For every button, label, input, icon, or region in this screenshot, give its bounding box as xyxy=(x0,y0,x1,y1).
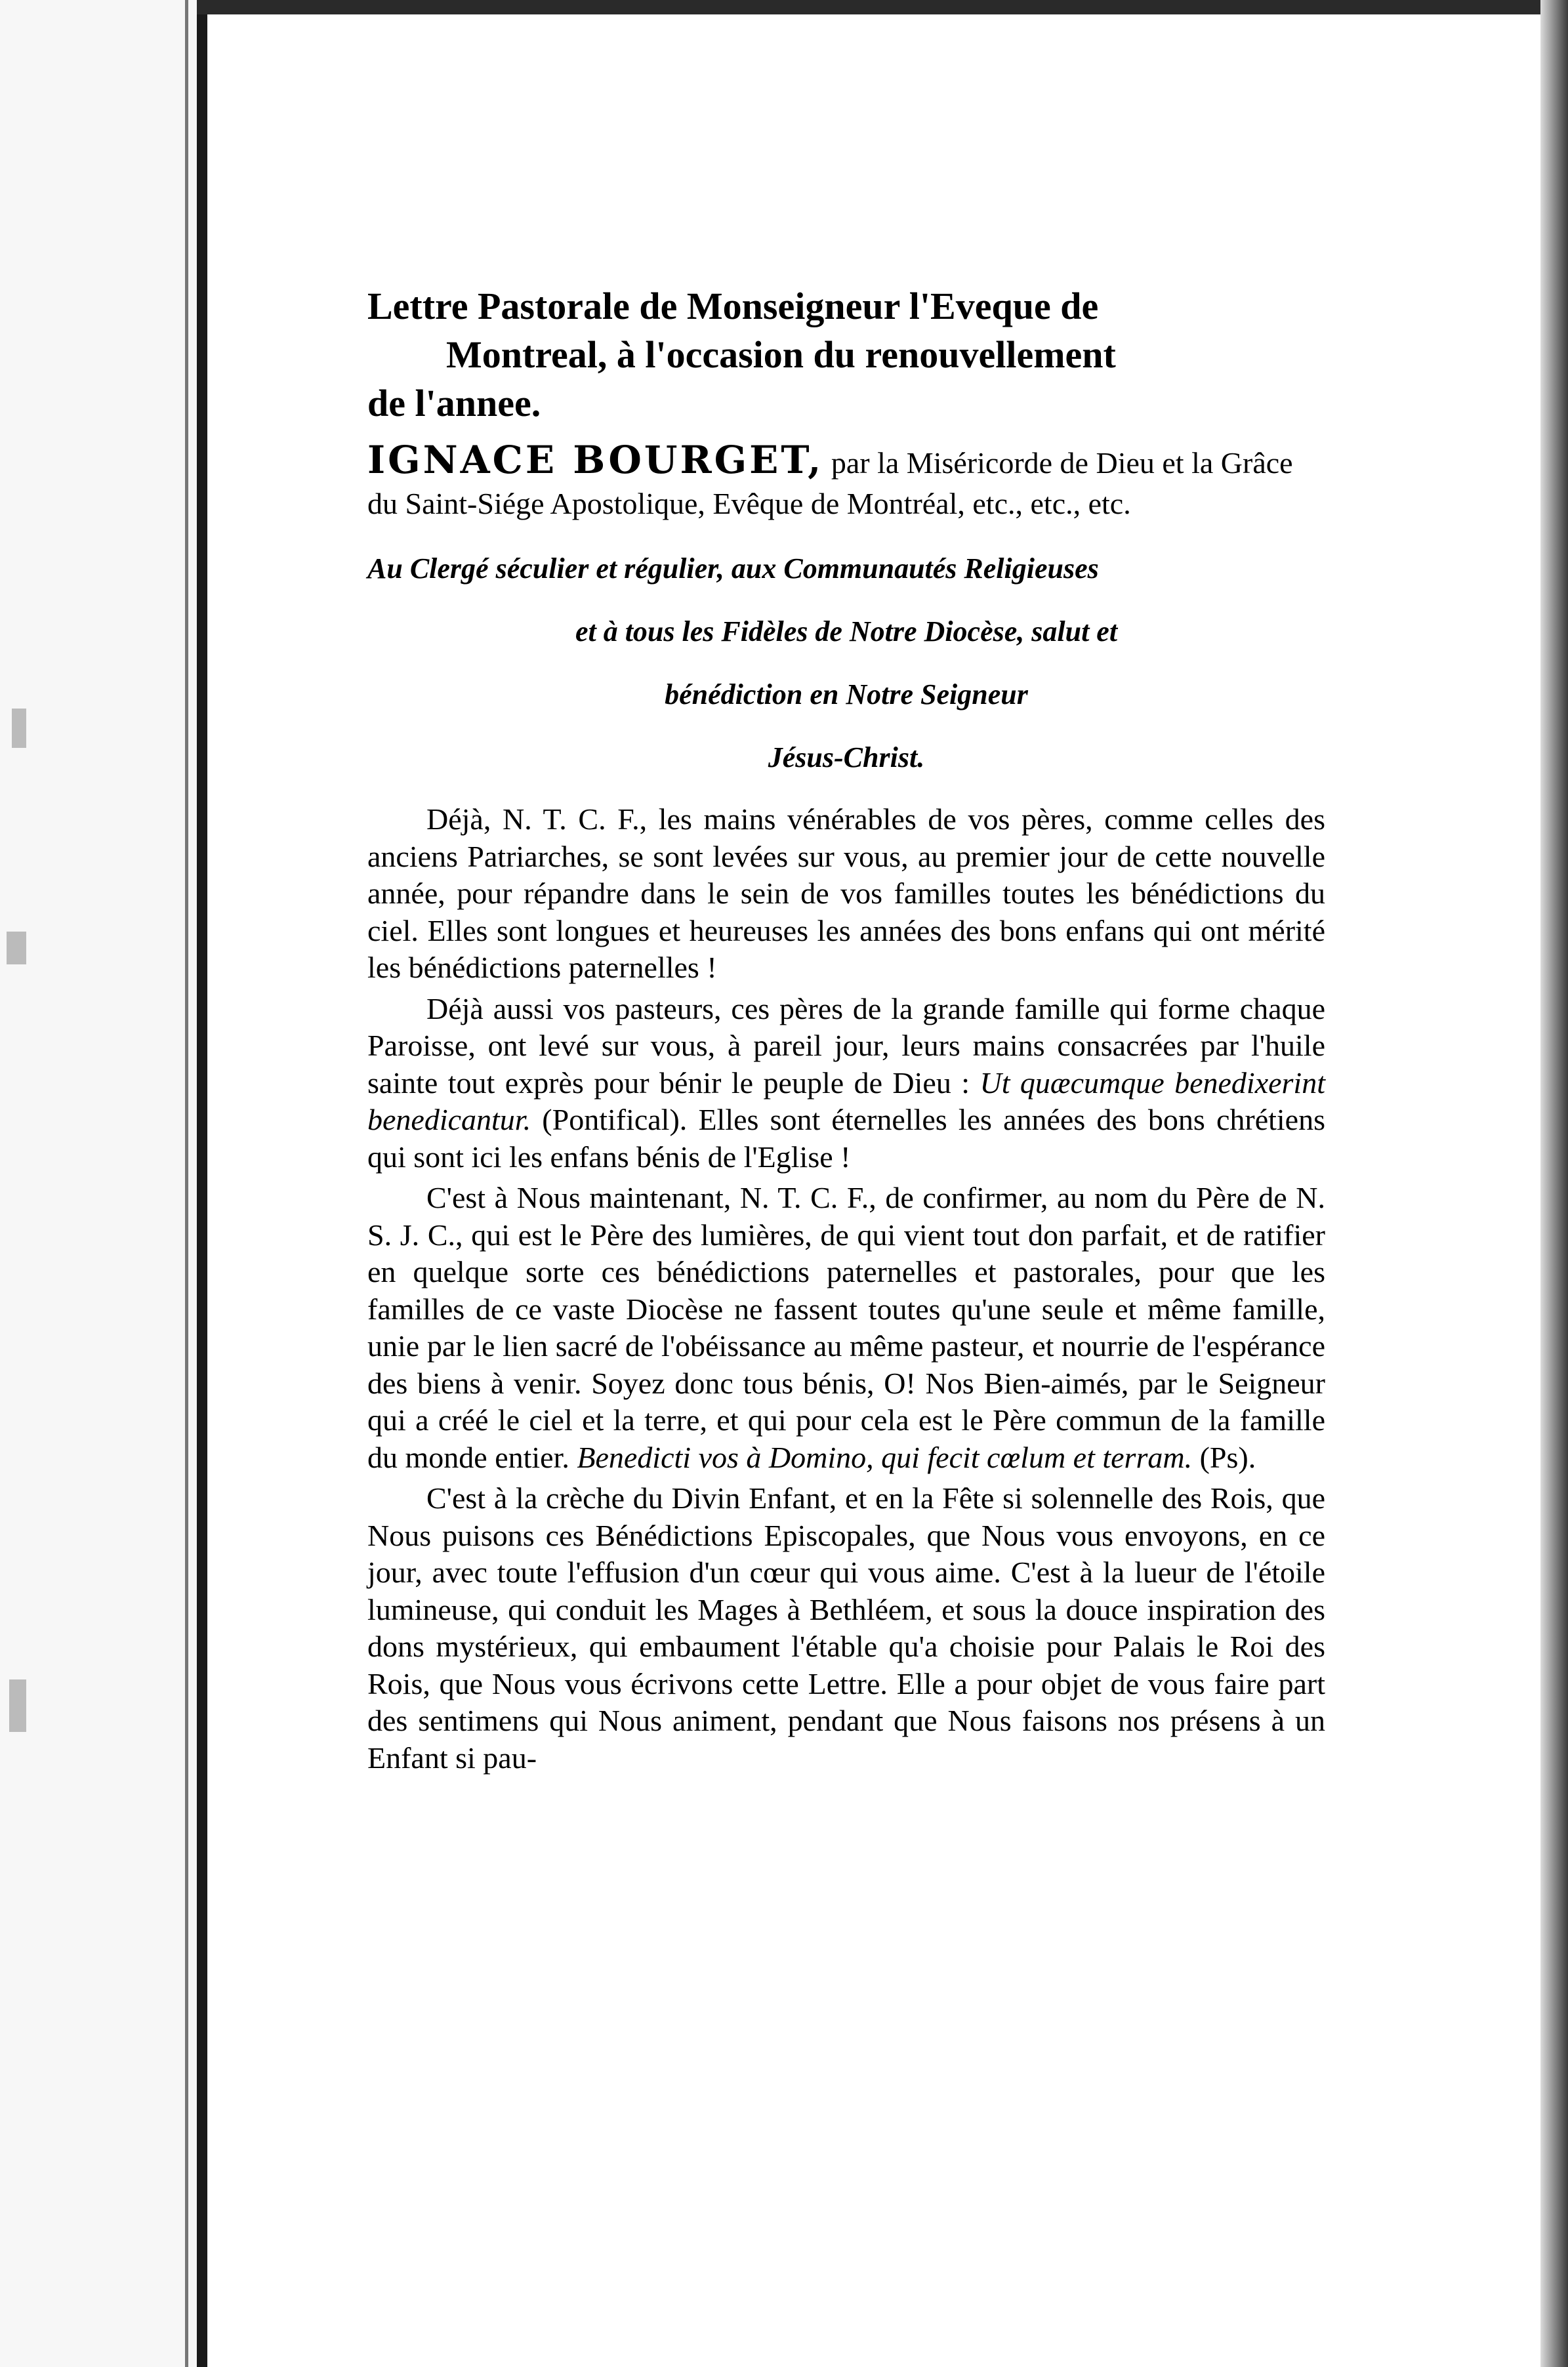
salutation-line: Au Clergé séculier et régulier, aux Communautés Religieuses xyxy=(367,552,1099,585)
paragraph xyxy=(367,991,1325,1176)
paragraph-text: Déjà aussi vos pasteurs, ces pères de la grande famille qui forme chaque Paroisse, ont levé sur vous, à pareil jour, leurs mains consacrées par l'huile sainte tout exprès pour bénir le peuple de Dieu : xyxy=(367,991,1325,1100)
paragraph-text: (Pontifical). Elles sont éternelles les années des bons chrétiens qui sont ici les enfans bénis de l'Eglise ! xyxy=(367,1103,1325,1174)
title-line: Montreal, à l'occasion du renouvellement xyxy=(446,333,1116,376)
author-name: IGNACE BOURGET, xyxy=(367,438,824,482)
letter-body xyxy=(367,801,1325,1777)
paragraph-text: (Ps). xyxy=(1192,1440,1256,1474)
salutation-line: et à tous les Fidèles de Notre Diocèse, salut et xyxy=(575,615,1118,648)
document-page xyxy=(367,282,1325,1777)
paragraph: Déjà, N. T. C. F., les mains vénérables de vos pères, comme celles des anciens Patriarches, se sont levées sur vous, au premier jour de cette nouvelle année, pour répandre dans le sein de vos familles toutes les bénédictions du ciel. Elles sont longues et heureuses les années des bons enfans qui ont mérité les bénédictions paternelles ! xyxy=(367,802,1325,984)
top-edge-shadow xyxy=(197,0,1568,14)
latin-quote: Benedicti vos à Domino, qui fecit cœlum et terram. xyxy=(577,1440,1193,1474)
margin-mark xyxy=(9,1679,26,1732)
title-line: de l'annee. xyxy=(367,382,541,424)
author-block xyxy=(367,440,1325,524)
paragraph-text: C'est à Nous maintenant, N. T. C. F., de confirmer, au nom du Père de N. S. J. C., qui est le Père des lumières, de qui vient tout don parfait, et de ratifier en quelque sorte ces bénédictions paternelles et pastorales, pour que les familles de ce vaste Diocèse ne fassent toutes qu'une seule et même famille, unie par le lien sacré de l'obéissance au même pasteur, et nourrie de l'espérance des biens à venir. Soyez donc tous bénis, O! Nos Bien-aimés, par le Seigneur qui a créé le ciel et la terre, et qui pour cela est le Père commun de la famille du monde entier. xyxy=(367,1181,1325,1474)
right-page-edge xyxy=(1540,0,1568,2367)
margin-mark xyxy=(12,709,26,748)
scan-margin xyxy=(0,0,209,2367)
page-fold-shadow xyxy=(185,0,188,2367)
page-fold-line xyxy=(197,0,207,2367)
salutation-line: bénédiction en Notre Seigneur xyxy=(665,678,1028,710)
margin-mark xyxy=(7,932,26,964)
author-titles: par la Miséricorde de Dieu et la Grâce du Saint-Siége Apostolique, Evêque de Montréal, etc., etc., etc. xyxy=(367,446,1293,520)
latin-quote: Ut quæcumque benedixerint benedicantur. xyxy=(367,1065,1325,1136)
salutation xyxy=(367,537,1325,789)
document-title xyxy=(367,282,1325,428)
paragraph xyxy=(367,1180,1325,1476)
paragraph: C'est à la crèche du Divin Enfant, et en la Fête si solennelle des Rois, que Nous puisons ces Bénédictions Episcopales, que Nous vous envoyons, en ce jour, avec toute l'effusion d'un cœur qui vous aime. C'est à la lueur de l'étoile lumineuse, qui conduit les Mages à Bethléem, et sous la douce inspiration des dons mystérieux, qui embaument l'étable qu'a choisie pour Palais le Roi des Rois, que Nous vous écrivons cette Lettre. Elle a pour objet de vous faire part des sentimens qui Nous animent, pendant que Nous faisons nos présens à un Enfant si pau- xyxy=(367,1481,1325,1775)
salutation-line: Jésus-Christ. xyxy=(768,741,925,773)
title-line: Lettre Pastorale de Monseigneur l'Eveque de xyxy=(367,285,1099,327)
